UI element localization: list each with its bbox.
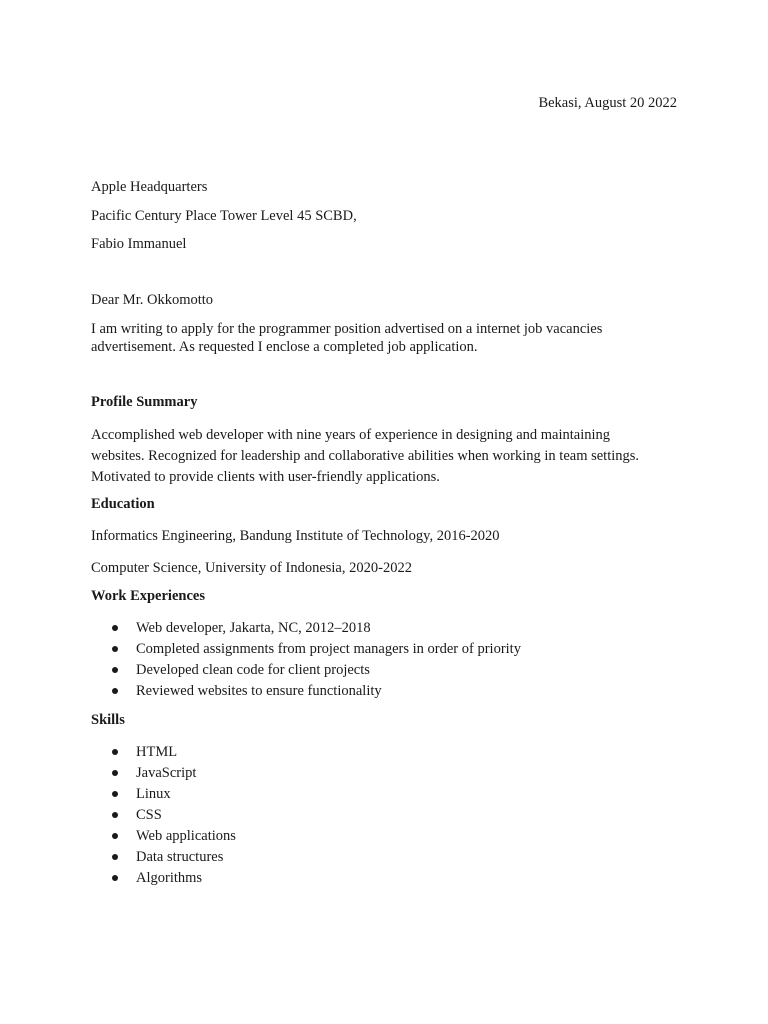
education-item: Informatics Engineering, Bandung Institute of Technology, 2016-2020	[91, 528, 500, 544]
skill-item-text: Linux	[136, 786, 171, 802]
list-item	[91, 661, 521, 682]
recipient-name: Fabio Immanuel	[91, 236, 187, 252]
profile-line: websites. Recognized for leadership and collaborative abilities when working in team settings.	[91, 448, 640, 464]
list-item	[91, 848, 236, 869]
list-item	[91, 743, 236, 764]
intro-line: advertisement. As requested I enclose a completed job application.	[91, 339, 478, 355]
intro-line: I am writing to apply for the programmer position advertised on a internet job vacancies	[91, 321, 603, 337]
bullet-icon	[112, 667, 118, 673]
list-item	[91, 806, 236, 827]
skill-item-text: Web applications	[136, 828, 236, 844]
work-item-text: Developed clean code for client projects	[136, 662, 370, 678]
bullet-icon	[112, 791, 118, 797]
skill-item-text: CSS	[136, 807, 162, 823]
list-item	[91, 869, 236, 890]
recipient-company: Apple Headquarters	[91, 179, 208, 195]
bullet-icon	[112, 688, 118, 694]
recipient-address: Pacific Century Place Tower Level 45 SCBD,	[91, 208, 357, 224]
bullet-icon	[112, 625, 118, 631]
list-item	[91, 640, 521, 661]
education-heading: Education	[91, 496, 155, 512]
education-item: Computer Science, University of Indonesia, 2020-2022	[91, 560, 412, 576]
list-item	[91, 682, 521, 703]
profile-summary-paragraph	[91, 425, 681, 488]
work-experiences-heading: Work Experiences	[91, 588, 205, 604]
skill-item-text: Data structures	[136, 849, 224, 865]
intro-paragraph	[91, 320, 681, 356]
bullet-icon	[112, 854, 118, 860]
profile-line: Motivated to provide clients with user-friendly applications.	[91, 469, 440, 485]
work-item-text: Completed assignments from project managers in order of priority	[136, 641, 521, 657]
bullet-icon	[112, 749, 118, 755]
date-line: Bekasi, August 20 2022	[538, 95, 677, 111]
bullet-icon	[112, 875, 118, 881]
skill-item-text: JavaScript	[136, 765, 197, 781]
salutation: Dear Mr. Okkomotto	[91, 292, 214, 308]
skill-item-text: Algorithms	[136, 870, 203, 886]
work-experiences-list	[91, 619, 521, 703]
list-item	[91, 785, 236, 806]
work-item-text: Reviewed websites to ensure functionality	[136, 683, 382, 699]
profile-summary-heading: Profile Summary	[91, 394, 198, 410]
work-item-text: Web developer, Jakarta, NC, 2012–2018	[136, 620, 371, 636]
bullet-icon	[112, 833, 118, 839]
bullet-icon	[112, 646, 118, 652]
skills-list	[91, 743, 236, 890]
list-item	[91, 619, 521, 640]
profile-line: Accomplished web developer with nine years of experience in designing and maintaining	[91, 427, 611, 443]
skill-item-text: HTML	[136, 744, 178, 760]
list-item	[91, 764, 236, 785]
list-item	[91, 827, 236, 848]
bullet-icon	[112, 770, 118, 776]
skills-heading: Skills	[91, 712, 125, 728]
bullet-icon	[112, 812, 118, 818]
